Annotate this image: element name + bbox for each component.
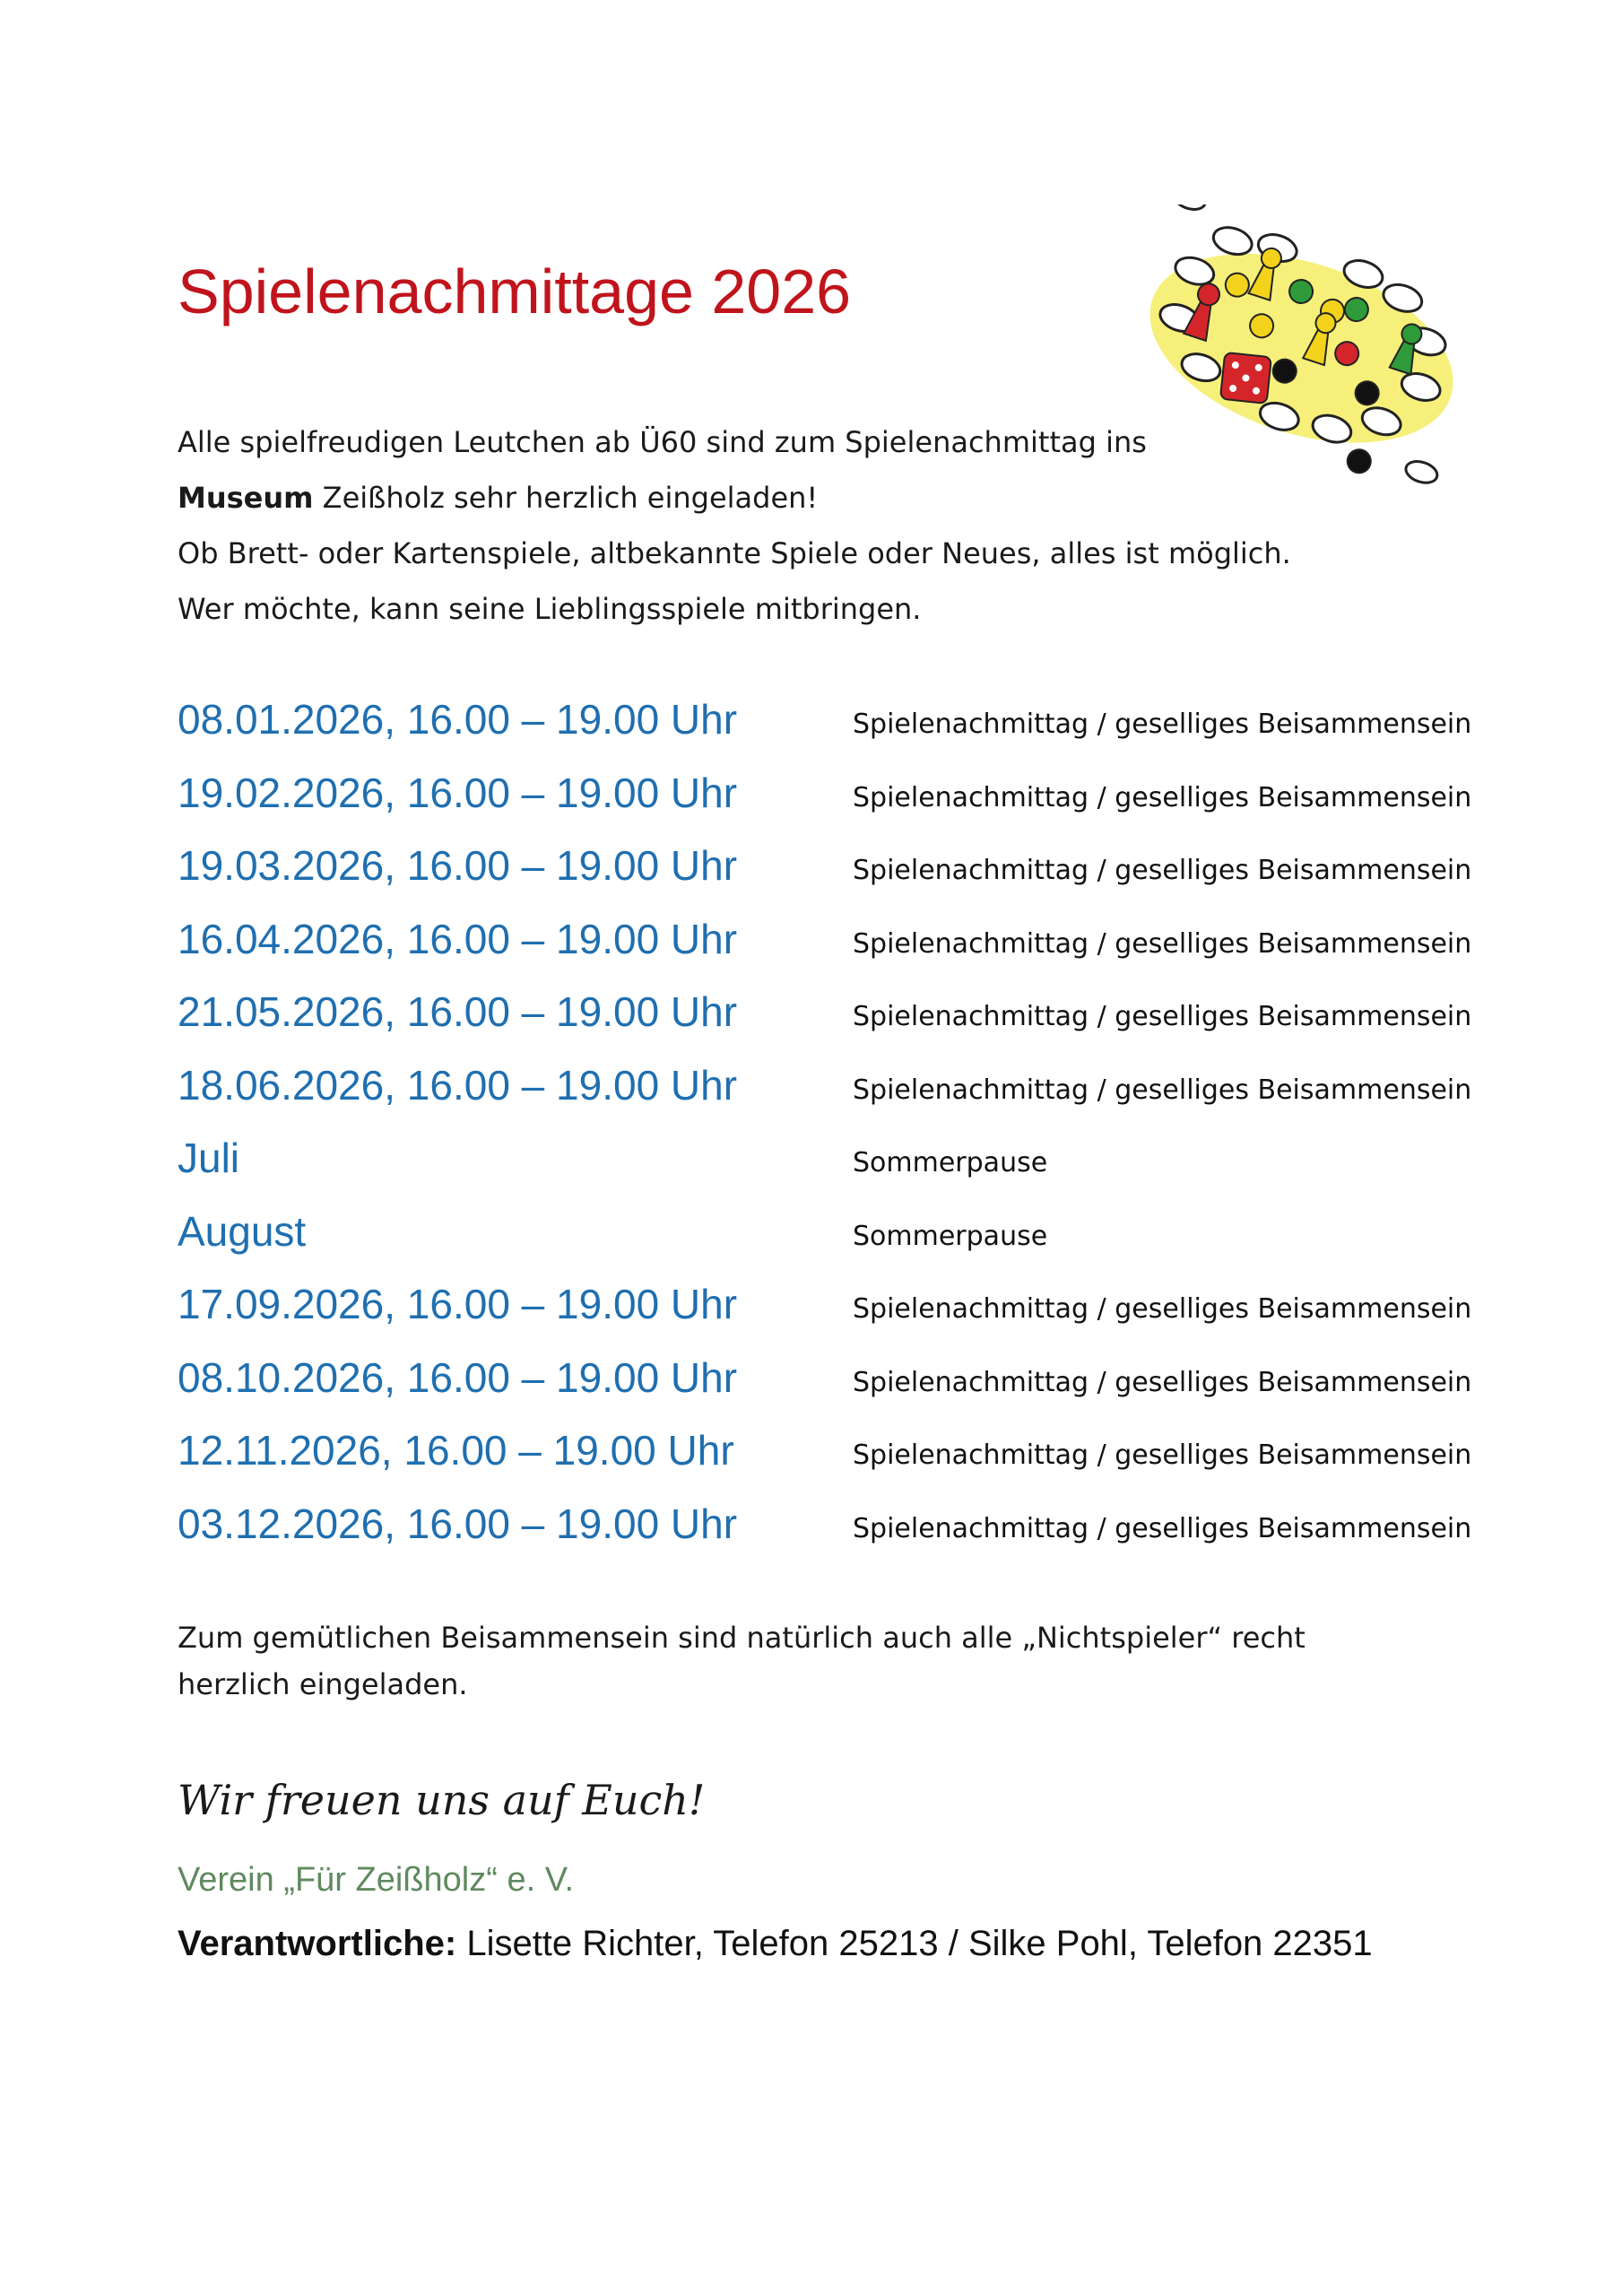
club-name: Verein „Für Zeißholz“ e. V. bbox=[178, 1861, 575, 1899]
schedule-date: 16.04.2026, 16.00 – 19.00 Uhr bbox=[178, 915, 738, 962]
schedule-row bbox=[178, 1134, 1469, 1207]
schedule-row bbox=[178, 841, 1472, 915]
schedule-date: August bbox=[178, 1207, 307, 1255]
schedule-date: Juli bbox=[178, 1135, 240, 1181]
intro-line-2 bbox=[178, 470, 1343, 526]
schedule-row bbox=[178, 987, 1472, 1061]
schedule-activity: Spielenachmittag / geselliges Beisammensein bbox=[853, 781, 1472, 813]
schedule-activity: Spielenachmittag / geselliges Beisammensein bbox=[853, 1512, 1472, 1544]
schedule-activity: Spielenachmittag / geselliges Beisammensein bbox=[853, 855, 1472, 886]
intro-museum-bold: Museum bbox=[178, 481, 314, 515]
greeting: Wir freuen uns auf Euch! bbox=[178, 1776, 706, 1824]
contact-details: Lisette Richter, Telefon 25213 / Silke Pohl, Telefon 22351 bbox=[456, 1924, 1373, 1963]
schedule-row bbox=[178, 1426, 1472, 1500]
schedule-row bbox=[178, 769, 1472, 842]
intro-text bbox=[178, 414, 1343, 637]
schedule-row bbox=[178, 1280, 1472, 1353]
schedule-activity: Spielenachmittag / geselliges Beisammensein bbox=[853, 927, 1472, 960]
schedule-date: 19.02.2026, 16.00 – 19.00 Uhr bbox=[178, 769, 738, 816]
schedule-activity: Spielenachmittag / geselliges Beisammensein bbox=[853, 1366, 1472, 1398]
schedule-row bbox=[178, 1061, 1472, 1135]
schedule-date: 19.03.2026, 16.00 – 19.00 Uhr bbox=[178, 842, 738, 889]
schedule-row bbox=[178, 1353, 1472, 1427]
schedule-activity: Spielenachmittag / geselliges Beisammensein bbox=[853, 1293, 1472, 1325]
schedule-date: 21.05.2026, 16.00 – 19.00 Uhr bbox=[178, 988, 738, 1035]
schedule-date: 17.09.2026, 16.00 – 19.00 Uhr bbox=[178, 1281, 738, 1327]
nonplayers-note: Zum gemütlichen Beisammensein sind natürlich auch alle „Nichtspieler“ recht herzlich eingeladen. bbox=[178, 1621, 1305, 1701]
schedule-activity: Spielenachmittag / geselliges Beisammensein bbox=[853, 1439, 1472, 1471]
schedule-activity: Spielenachmittag / geselliges Beisammensein bbox=[853, 1074, 1472, 1106]
schedule-activity: Spielenachmittag / geselliges Beisammensein bbox=[853, 709, 1472, 740]
schedule-activity: Spielenachmittag / geselliges Beisammensein bbox=[853, 1001, 1472, 1032]
schedule-date: 03.12.2026, 16.00 – 19.00 Uhr bbox=[178, 1500, 738, 1547]
schedule-row bbox=[178, 695, 1472, 769]
intro-line-1: Alle spielfreudigen Leutchen ab Ü60 sind zum Spielenachmittag ins bbox=[178, 425, 1147, 459]
schedule-activity: Sommerpause bbox=[853, 1220, 1048, 1252]
intro-line-3: Ob Brett- oder Kartenspiele, altbekannte Spiele oder Neues, alles ist möglich. bbox=[178, 536, 1291, 570]
schedule-row bbox=[178, 915, 1472, 988]
schedule-list bbox=[178, 695, 1472, 1572]
schedule-activity: Sommerpause bbox=[853, 1147, 1048, 1178]
schedule-row bbox=[178, 1500, 1472, 1573]
schedule-date: 08.10.2026, 16.00 – 19.00 Uhr bbox=[178, 1353, 738, 1401]
schedule-date: 08.01.2026, 16.00 – 19.00 Uhr bbox=[178, 696, 738, 743]
contact-label: Verantwortliche: bbox=[178, 1924, 457, 1963]
page-title: Spielenachmittage 2026 bbox=[178, 257, 852, 326]
schedule-date: 12.11.2026, 16.00 – 19.00 Uhr bbox=[178, 1427, 734, 1474]
schedule-date: 18.06.2026, 16.00 – 19.00 Uhr bbox=[178, 1061, 738, 1109]
intro-line-2-rest: Zeißholz sehr herzlich eingeladen! bbox=[313, 481, 819, 515]
contact-line bbox=[178, 1924, 1373, 1964]
intro-line-4: Wer möchte, kann seine Lieblingsspiele mitbringen. bbox=[178, 592, 922, 626]
schedule-row bbox=[178, 1207, 1469, 1281]
